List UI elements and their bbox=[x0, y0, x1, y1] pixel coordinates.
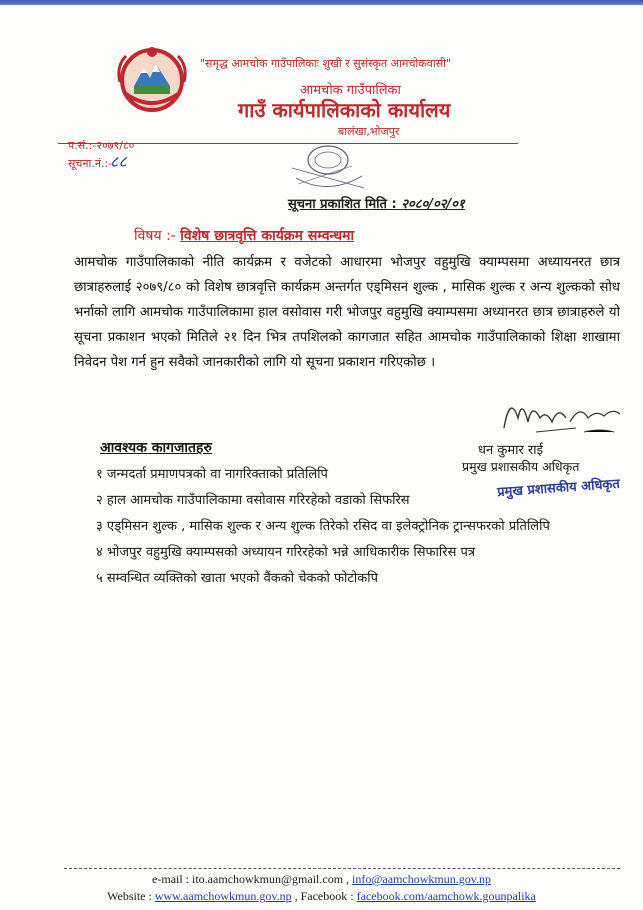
signature-scribble-icon bbox=[496, 388, 626, 446]
nepal-emblem-icon bbox=[112, 42, 192, 114]
office-location: बालंखा,भोजपुर bbox=[338, 125, 400, 138]
required-documents-list bbox=[96, 462, 550, 592]
footer-email-separator: , bbox=[346, 872, 353, 886]
signer-name: धन कुमार राई bbox=[478, 443, 543, 458]
office-title: गाउँ कार्यपालिकाको कार्यालय bbox=[238, 98, 451, 122]
list-item: २ हाल आमचोक गाउँपालिकामा वसोवास गरिरहेको वडाको सिफरिस bbox=[96, 493, 410, 508]
required-documents-heading: आवश्यक कागजातहरु bbox=[100, 440, 212, 456]
subject-label: विषय :- bbox=[134, 228, 176, 244]
footer-email-line bbox=[0, 872, 643, 887]
publication-date bbox=[288, 194, 465, 212]
footer-website-link[interactable]: www.aamchowkmun.gov.np bbox=[154, 889, 292, 903]
notice-body: आमचोक गाउँपालिकाको नीति कार्यक्रम र वजेटको आधारमा भोजपुर वहुमुखि क्याम्पसमा अध्यायनरत छात्र छात्राहरुलाई २०७९/८० को विशेष छात्रवृत्ति कार्यक्रम अन्तर्गत एड्मिसन शुल्क , मासिक शुल्क र अन्य शुल्कको सोध भर्नाको लागि आमचोक गाउँपालिकामा हाल वसोवास गरी भोजपुर वहुमुखि क्याम्पसमा अध्यानरत छात्र छात्राहरुले यो सूचना प्रकाशन भएको मितिले २१ दिन भित्र तपशिलको कागजात सहित आमचोक गाउँपालिकाको शिक्षा शाखामा निवेदन पेश गर्न हुन सवैको जानकारीको लागि यो सूचना प्रकाशन गरिएकोछ । bbox=[74, 255, 620, 370]
top-border bbox=[0, 0, 643, 5]
reference-number: प.सं.:-२०७९/८० bbox=[68, 139, 135, 152]
publication-date-label: सूचना प्रकाशित मिति : bbox=[288, 197, 397, 212]
notice-number-value: ८८ bbox=[110, 152, 127, 171]
footer-website-label: Website : bbox=[107, 889, 155, 903]
list-item: ३ एड्मिसन शुल्क , मासिक शुल्क र अन्य शुल्क तिरेको रसिद वा इलेक्ट्रोनिक ट्रान्सफरको प्रतिलिपि bbox=[96, 519, 550, 534]
footer-facebook-label: , Facebook : bbox=[294, 889, 357, 903]
signer-stamp-title: प्रमुख प्रशासकीय अधिकृत bbox=[496, 476, 621, 501]
publication-date-value: २०८०/०२/०१ bbox=[401, 197, 465, 212]
subject-text: विशेष छात्रवृत्ति कार्यक्रम सम्वन्धमा bbox=[180, 228, 355, 244]
footer-email-1[interactable]: ito.aamchowkmun@gmail.com bbox=[192, 872, 344, 886]
list-item: ५ सम्वन्धित व्यक्तिको खाता भएको वैंकको चेकको फोटोकपि bbox=[96, 571, 379, 586]
footer-web-line bbox=[0, 889, 643, 904]
footer-divider bbox=[64, 868, 620, 869]
list-item: १ जन्मदर्ता प्रमाणपत्रको वा नागरिक्ताको प्रतिलिपि bbox=[96, 467, 328, 482]
office-seal-icon bbox=[282, 138, 374, 198]
header-motto: "समृद्ध आमचोक गाउँपालिकाः शुखी र सुसंस्कृत आमचोकवासी" bbox=[200, 57, 452, 70]
footer-facebook-link[interactable]: facebook.com/aamchowk.gounpalika bbox=[356, 889, 536, 903]
signer-title: प्रमुख प्रशासकीय अधिकृत bbox=[462, 459, 580, 474]
subject-line bbox=[134, 226, 354, 245]
footer-email-label: e-mail : bbox=[152, 872, 193, 886]
notice-number-label: सूचना.नं.:- bbox=[68, 157, 113, 170]
municipality-name: आमचोक गाउँपालिका bbox=[300, 83, 401, 98]
footer-email-2[interactable]: info@aamchowkmun.gov.np bbox=[352, 872, 491, 886]
list-item: ४ भोजपुर वहुमुखि क्याम्पसको अध्यायन गरिरहेको भन्ने आधिकारीक सिफारिस पत्र bbox=[96, 545, 476, 560]
